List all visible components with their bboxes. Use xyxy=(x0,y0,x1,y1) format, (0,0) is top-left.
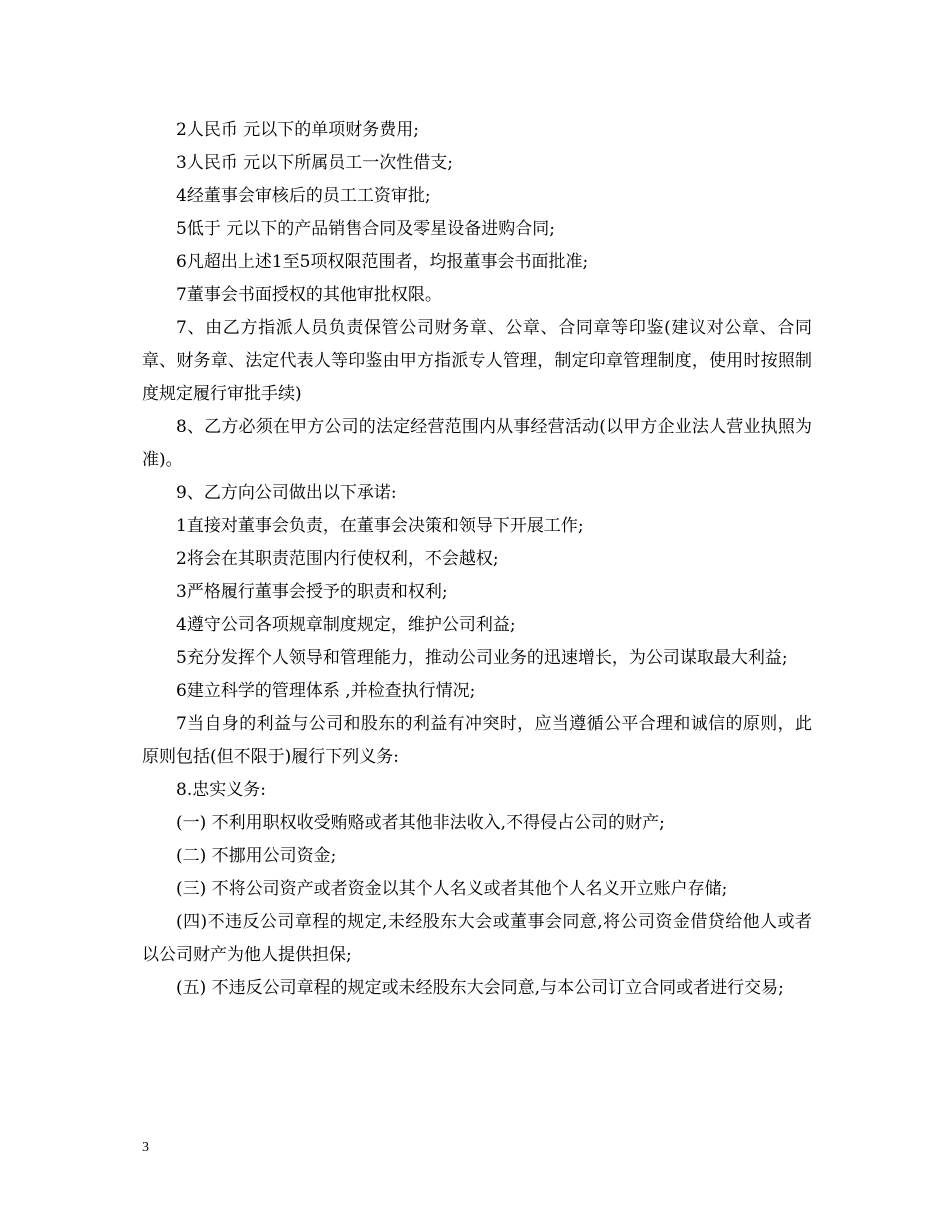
paragraph: 7当自身的利益与公司和股东的利益有冲突时，应当遵循公平合理和诚信的原则，此原则包括(但不限于)履行下列义务: xyxy=(142,714,812,767)
paragraph: 6凡超出上述1至5项权限范围者，均报董事会书面批准; xyxy=(176,252,589,272)
paragraph: 5低于 元以下的产品销售合同及零星设备进购合同; xyxy=(176,219,555,239)
paragraph: 7、由乙方指派人员负责保管公司财务章、公章、合同章等印鉴(建议对公章、合同章、财务章、法定代表人等印鉴由甲方指派专人管理，制定印章管理制度，使用时按照制度规定履行审批手续) xyxy=(142,318,812,404)
paragraph: (一) 不利用职权收受贿赂或者其他非法收入,不得侵占公司的财产; xyxy=(176,813,665,833)
paragraph: (四)不违反公司章程的规定,未经股东大会或董事会同意,将公司资金借贷给他人或者以公司财产为他人提供担保; xyxy=(142,912,812,965)
paragraph: (五) 不违反公司章程的规定或未经股东大会同意,与本公司订立合同或者进行交易; xyxy=(176,978,784,998)
paragraph: 1直接对董事会负责，在董事会决策和领导下开展工作; xyxy=(176,516,584,536)
paragraph: (二) 不挪用公司资金; xyxy=(176,846,337,866)
paragraph: 4经董事会审核后的员工工资审批; xyxy=(176,186,431,206)
paragraph: 6建立科学的管理体系 ,并检查执行情况; xyxy=(176,681,476,701)
paragraph: 5充分发挥个人领导和管理能力，推动公司业务的迅速增长，为公司谋取最大利益; xyxy=(176,648,788,668)
paragraph: 3严格履行董事会授予的职责和权利; xyxy=(176,582,448,602)
paragraph: 8.忠实义务: xyxy=(176,780,266,800)
paragraph: 3人民币 元以下所属员工一次性借支; xyxy=(176,153,453,173)
paragraph: 9、乙方向公司做出以下承诺: xyxy=(176,483,397,503)
paragraph: 2将会在其职责范围内行使权利，不会越权; xyxy=(176,549,499,569)
page-number: 3 xyxy=(142,1140,149,1155)
paragraph: (三) 不将公司资产或者资金以其个人名义或者其他个人名义开立账户存储; xyxy=(176,879,728,899)
paragraph: 8、乙方必须在甲方公司的法定经营范围内从事经营活动(以甲方企业法人营业执照为准)。 xyxy=(142,417,812,470)
document-body xyxy=(142,114,812,1005)
paragraph: 7董事会书面授权的其他审批权限。 xyxy=(176,285,442,305)
paragraph: 4遵守公司各项规章制度规定，维护公司利益; xyxy=(176,615,516,635)
paragraph: 2人民币 元以下的单项财务费用; xyxy=(176,120,419,140)
